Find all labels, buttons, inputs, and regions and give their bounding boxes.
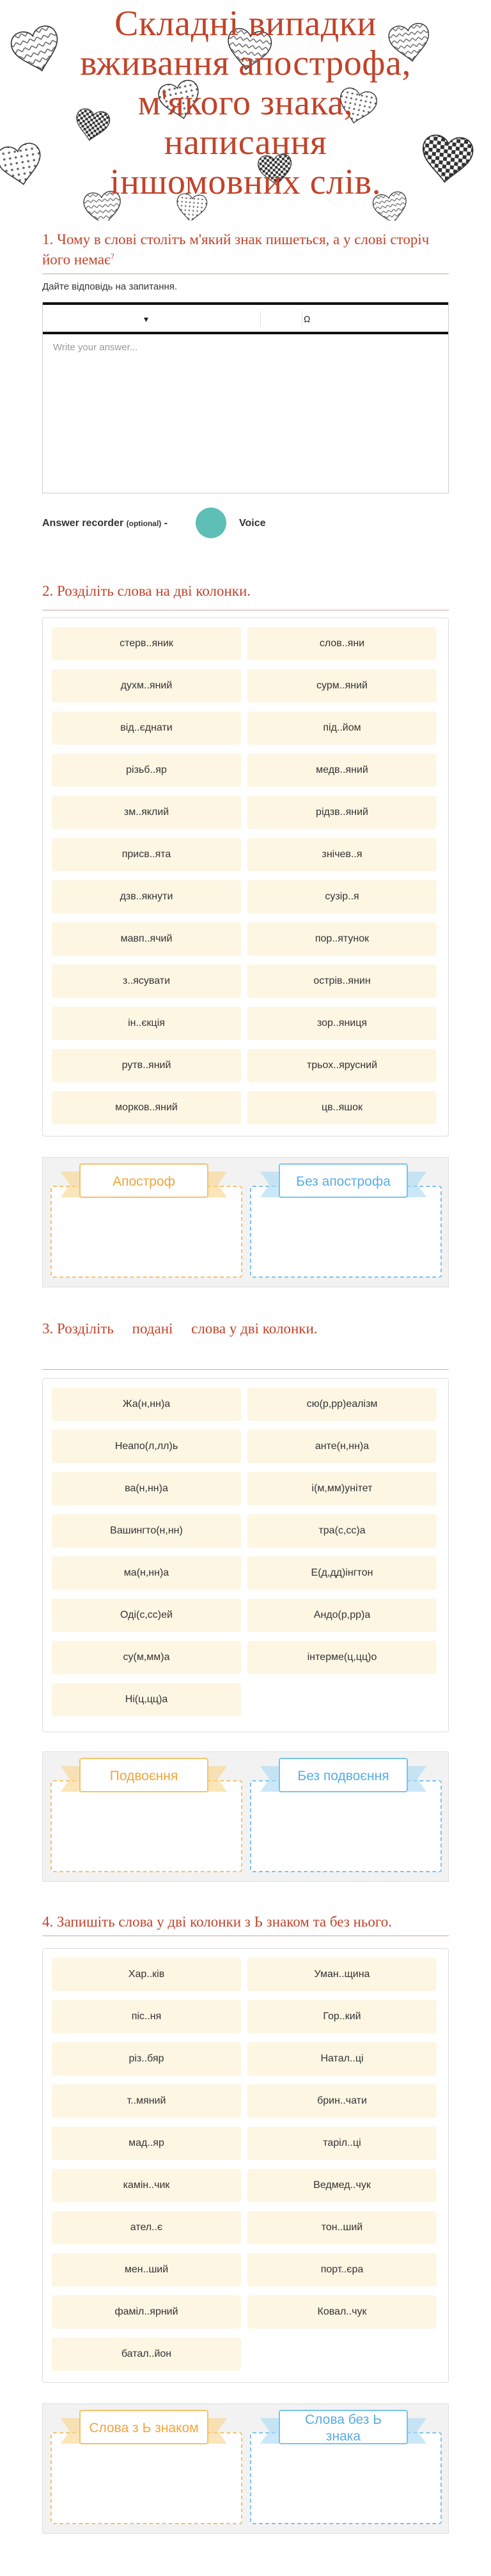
drop-zone-3 [42,1751,449,1882]
title-line: Складні випадки [114,4,377,43]
word-chip[interactable]: Е(д,дд)інгтон [247,1556,437,1590]
word-chip[interactable]: з..ясувати [52,965,241,998]
word-chip[interactable]: різьб..яр [52,754,241,787]
word-chip[interactable]: сузір..я [247,880,437,913]
word-chip[interactable]: духм..яний [52,669,241,702]
word-chip[interactable]: су(м,мм)а [52,1641,241,1674]
underline-icon[interactable]: ▾ [144,314,149,324]
word-chip[interactable]: мен..ший [52,2253,241,2286]
word-chip[interactable]: Гор..кий [247,2000,437,2033]
question-1-sup: ? [110,251,114,261]
question-1-text: 1. Чому в слові столітъ м'який знак пишеться, а у слові сторіч його немає [42,231,430,268]
question-2-title: 2. Розділіть слова на дві колонки. [42,583,251,599]
title-line: іншомовних слів. [109,162,382,202]
word-chip[interactable]: Ведмед..чук [247,2169,437,2202]
ribbon-icon [61,1757,227,1796]
drop-target-label: Апостроф [113,1174,175,1189]
record-button[interactable] [196,508,226,538]
answer-textarea[interactable] [43,334,448,490]
word-chip[interactable]: присв..ята [52,838,241,871]
word-chip[interactable]: від..єднати [52,711,241,745]
word-chip[interactable]: зм..яклий [52,796,241,829]
word-chip[interactable]: інтерме(ц,цц)о [247,1641,437,1674]
word-chip[interactable]: Уман..щина [247,1958,437,1991]
word-chip[interactable]: порт..єра [247,2253,437,2286]
word-chip[interactable]: мавп..ячий [52,922,241,956]
ribbon-icon [61,2409,227,2448]
drop-target-label: Слова без Ь знака [304,2412,382,2444]
word-chip[interactable]: тра(с,сс)а [247,1514,437,1548]
question-3-title: 3. Розділіть подані слова у дві колонки. [42,1321,318,1337]
word-chip[interactable]: пор..ятунок [247,922,437,956]
divider [42,1369,449,1370]
drop-target-label: Без апострофа [296,1174,391,1189]
word-chip[interactable]: т..мяний [52,2084,241,2118]
word-chip[interactable]: батал..йон [52,2338,241,2371]
word-chip[interactable]: Оді(с,сс)ей [52,1599,241,1632]
word-bank-4 [42,1948,449,2383]
omega-icon[interactable]: Ω [304,314,311,324]
word-chip[interactable]: сурм..яний [247,669,437,702]
answer-editor [42,302,449,493]
word-chip[interactable]: дзв..якнути [52,880,241,913]
drop-target-label: Подвоєння [109,1769,178,1783]
answer-placeholder: Write your answer... [53,342,138,353]
word-chip[interactable]: різ..бяр [52,2042,241,2076]
word-chip[interactable]: Ні(ц,цц)а [52,1683,241,1716]
word-chip[interactable]: ател..є [52,2211,241,2244]
ribbon-icon [260,1757,426,1796]
word-chip[interactable]: анте(н,нн)а [247,1430,437,1463]
word-chip[interactable]: знічев..я [247,838,437,871]
word-chip[interactable]: сю(р,рр)еалізм [247,1388,437,1421]
instruction-text: Дайте відповідь на запитання. [42,281,178,292]
word-chip[interactable]: ва(н,нн)а [52,1472,241,1505]
word-bank-3 [42,1378,449,1732]
word-chip[interactable]: ма(н,нн)а [52,1556,241,1590]
question-1-title [42,231,449,268]
word-chip[interactable]: зор..яниця [247,1007,437,1040]
word-chip[interactable]: мад..яр [52,2127,241,2160]
word-chip[interactable]: стерв..яник [52,627,241,660]
word-chip[interactable]: Натал..ці [247,2042,437,2076]
recorder-label-text: Answer recorder [42,518,124,529]
question-2 [42,583,449,600]
word-chip[interactable]: морков..яний [52,1091,241,1124]
title-line: написання [164,123,327,162]
recorder-dash: - [161,518,168,529]
title-line: м'якого знака, [137,83,354,123]
word-chip[interactable]: рідзв..яний [247,796,437,829]
word-chip[interactable]: Хар..ків [52,1958,241,1991]
ribbon-icon [260,2409,426,2448]
ribbon-icon [260,1163,426,1201]
answer-recorder [42,508,449,539]
word-chip[interactable]: Ковал..чук [247,2295,437,2329]
word-chip[interactable]: Жа(н,нн)а [52,1388,241,1421]
word-chip[interactable]: рутв..яний [52,1049,241,1082]
question-1 [42,231,449,268]
word-chip[interactable]: піс..ня [52,2000,241,2033]
word-chip[interactable]: трьох..ярусний [247,1049,437,1082]
header-banner [0,0,491,221]
voice-label: Voice [239,518,266,529]
recorder-label [42,518,168,529]
word-chip[interactable]: під..йом [247,711,437,745]
drop-zone-2 [42,1157,449,1287]
question-3 [42,1321,449,1337]
word-chip[interactable]: тон..ший [247,2211,437,2244]
question-4-title: 4. Запишіть слова у дві колонки з Ь знаком та без нього. [42,1914,393,1930]
title-line: вживання апострофа, [80,43,411,83]
word-chip[interactable]: таріл..ці [247,2127,437,2160]
ribbon-icon [61,1163,227,1201]
word-chip[interactable]: камін..чик [52,2169,241,2202]
drop-target-label: Без подвоєння [297,1769,389,1783]
question-4 [42,1914,449,1930]
word-chip[interactable]: і(м,мм)унітет [247,1472,437,1505]
word-chip[interactable]: ін..єкція [52,1007,241,1040]
word-chip[interactable]: брин..чати [247,2084,437,2118]
word-chip[interactable]: слов..яни [247,627,437,660]
toolbar-separator [260,311,261,327]
editor-toolbar [43,302,448,334]
page-title [38,4,453,202]
drop-zone-4 [42,2403,449,2534]
word-chip[interactable]: Вашингто(н,нн) [52,1514,241,1548]
word-chip[interactable]: Андо(р,рр)а [247,1599,437,1632]
word-chip[interactable]: острів..янин [247,965,437,998]
recorder-optional: (optional) [126,519,162,528]
word-chip[interactable]: Неапо(л,лл)ь [52,1430,241,1463]
word-bank-2 [42,617,449,1137]
drop-target-label: Слова з Ь знаком [89,2421,199,2435]
word-chip[interactable]: медв..яний [247,754,437,787]
word-chip[interactable]: цв..яшок [247,1091,437,1124]
word-chip[interactable]: фаміл..ярний [52,2295,241,2329]
